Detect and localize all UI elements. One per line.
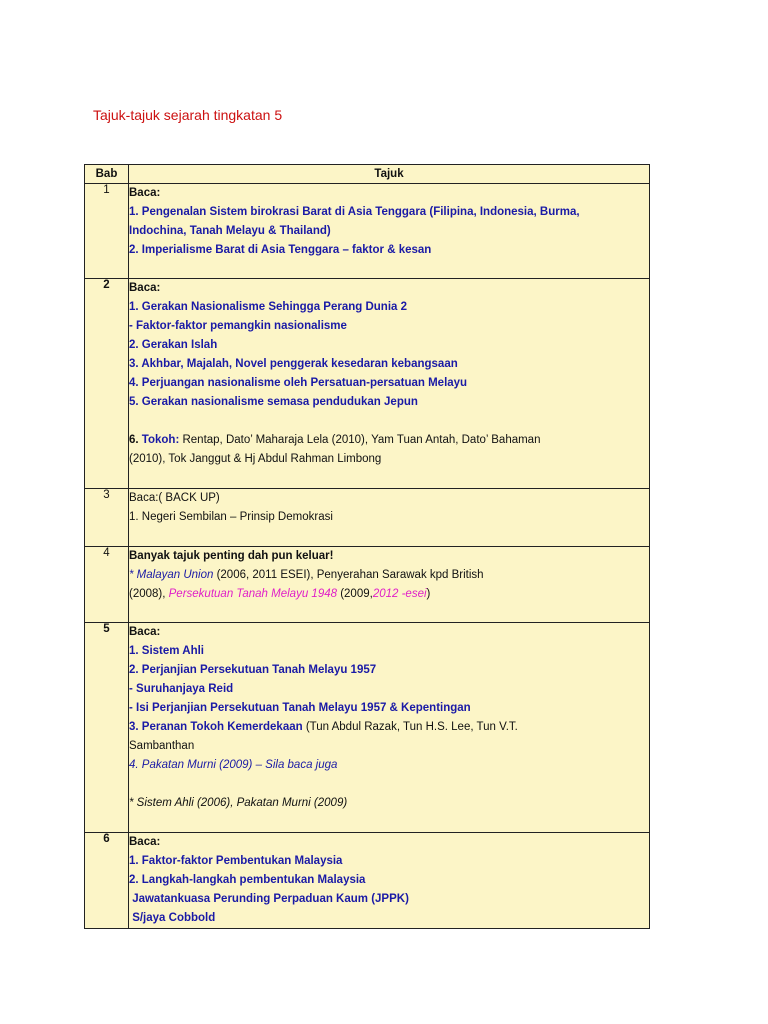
list-item: 6. Tokoh: Rentap, Dato’ Maharaja Lela (2010), Yam Tuan Antah, Dato’ Bahaman [129,434,541,446]
list-item: Jawatankuasa Perunding Perpaduan Kaum (JPPK) [129,893,409,905]
list-item: Baca: [129,187,161,199]
header-tajuk: Tajuk [129,165,650,184]
list-item: 2. Langkah-langkah pembentukan Malaysia [129,874,366,886]
list-item: 2. Perjanjian Persekutuan Tanah Melayu 1957 [129,664,377,676]
list-item: 3. Peranan Tokoh Kemerdekaan (Tun Abdul Razak, Tun H.S. Lee, Tun V.T. [129,721,518,733]
bab-number: 4 [85,547,129,623]
table-row [85,547,650,623]
list-item: (2008), Persekutuan Tanah Melayu 1948 (2009,2012 -esei) [129,588,431,600]
bab-number: 1 [85,184,129,279]
tajuk-cell [129,833,650,929]
list-item: Banyak tajuk penting dah pun keluar! [129,550,334,562]
list-item: Indochina, Tanah Melayu & Thailand) [129,225,331,237]
list-item: - Faktor-faktor pemangkin nasionalisme [129,320,347,332]
list-item: * Sistem Ahli (2006), Pakatan Murni (2009) [129,797,348,809]
list-item: 2. Gerakan Islah [129,339,218,351]
list-item: 4. Perjuangan nasionalisme oleh Persatuan-persatuan Melayu [129,377,468,389]
table-row [85,279,650,489]
header-bab: Bab [85,165,129,184]
list-item: 1. Pengenalan Sistem birokrasi Barat di Asia Tenggara (Filipina, Indonesia, Burma, [129,206,580,218]
list-item: Sambanthan [129,740,195,752]
list-item: Baca:( BACK UP) [129,492,220,504]
table-row [85,489,650,547]
page-title: Tajuk-tajuk sejarah tingkatan 5 [93,107,283,123]
list-item: Baca: [129,836,161,848]
topics-table [84,164,650,929]
table-row [85,184,650,279]
list-item: Baca: [129,282,161,294]
list-item: 1. Faktor-faktor Pembentukan Malaysia [129,855,343,867]
tajuk-cell [129,184,650,279]
list-item: 1. Gerakan Nasionalisme Sehingga Perang Dunia 2 [129,301,408,313]
header-row [85,165,650,184]
list-item: S/jaya Cobbold [129,912,216,924]
table-row [85,623,650,833]
list-item: (2010), Tok Janggut & Hj Abdul Rahman Limbong [129,453,382,465]
bab-number: 5 [85,623,129,833]
list-item: 1. Negeri Sembilan – Prinsip Demokrasi [129,511,333,523]
bab-number: 2 [85,279,129,489]
bab-number: 3 [85,489,129,547]
list-item: Baca: [129,626,161,638]
bab-number: 6 [85,833,129,929]
list-item: 3. Akhbar, Majalah, Novel penggerak kesedaran kebangsaan [129,358,458,370]
tajuk-cell [129,279,650,489]
table-row [85,833,650,929]
list-item: 5. Gerakan nasionalisme semasa pendudukan Jepun [129,396,418,408]
tajuk-cell [129,547,650,623]
tajuk-cell [129,623,650,833]
tajuk-cell [129,489,650,547]
list-item: - Isi Perjanjian Persekutuan Tanah Melayu 1957 & Kepentingan [129,702,471,714]
list-item: - Suruhanjaya Reid [129,683,234,695]
list-item: 4. Pakatan Murni (2009) – Sila baca juga [129,759,338,771]
list-item: * Malayan Union (2006, 2011 ESEI), Penyerahan Sarawak kpd British [129,569,484,581]
list-item: 2. Imperialisme Barat di Asia Tenggara – faktor & kesan [129,244,432,256]
list-item: 1. Sistem Ahli [129,645,204,657]
